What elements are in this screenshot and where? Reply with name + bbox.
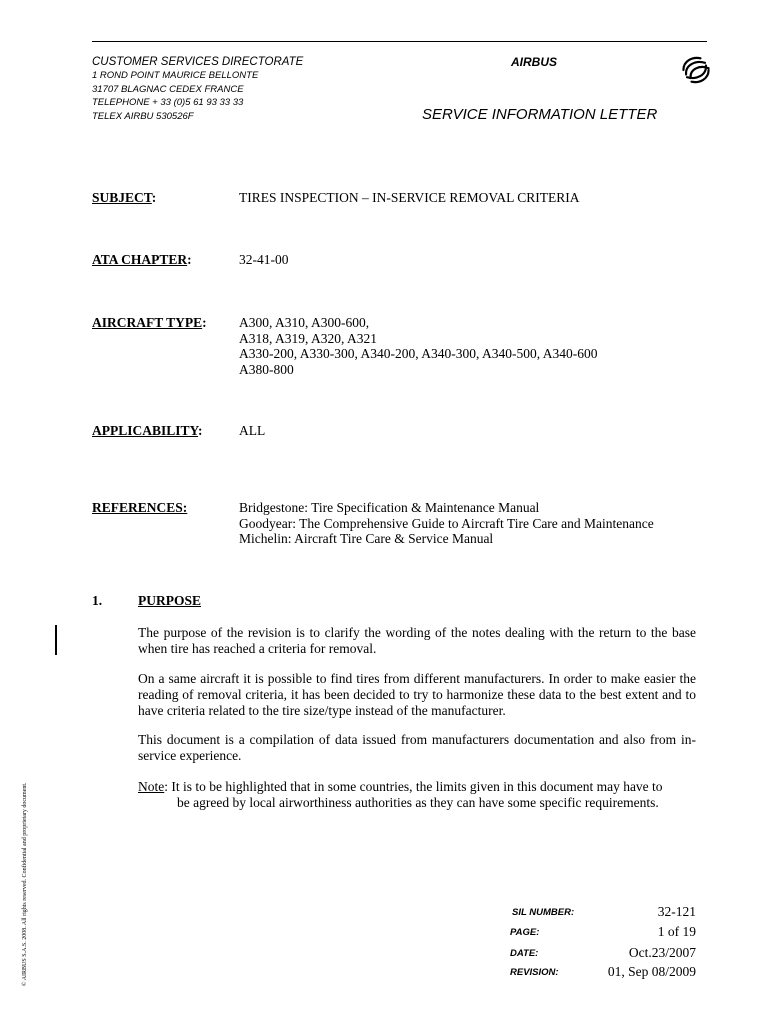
brand-name: AIRBUS: [511, 55, 558, 69]
sil-number-label: SIL NUMBER:: [512, 907, 575, 918]
date-label: DATE:: [510, 948, 539, 959]
telex-line: TELEX AIRBU 530526F: [92, 111, 194, 122]
telephone-line: TELEPHONE + 33 (0)5 61 93 33 33: [92, 97, 244, 108]
aircraft-line: A318, A319, A320, A321: [239, 330, 378, 346]
airbus-swirl-icon: [678, 52, 714, 88]
reference-line: Goodyear: The Comprehensive Guide to Aircraft Tire Care and Maintenance: [239, 515, 654, 531]
reference-line: Michelin: Aircraft Tire Care & Service Manual: [239, 531, 494, 546]
purpose-paragraph-2: On a same aircraft it is possible to find tires from different manufacturers. In order to make easier the reading of removal criteria, it has been decided to try to harmonize these data to the best extent and to have criteria related to the tire size/type instead of the manufacturer.: [138, 671, 696, 718]
section-title: PURPOSE: [138, 593, 202, 608]
page-value: 1 of 19: [657, 924, 696, 939]
purpose-paragraph-1: The purpose of the revision is to clarify the wording of the notes dealing with the return to the base when tire has reached a criteria for removal.: [138, 625, 696, 656]
aircraft-type-list: [239, 315, 598, 377]
date-value: Oct.23/2007: [628, 945, 696, 960]
aircraft-line: A300, A310, A300-600,: [239, 315, 370, 330]
page-label: PAGE:: [510, 927, 540, 938]
copyright-side-note: © AIRBUS S.A.S. 2008. All rights reserved. Confidential and proprietary document.: [22, 782, 28, 986]
directorate-name: CUSTOMER SERVICES DIRECTORATE: [92, 56, 304, 68]
aircraft-line: A380-800: [239, 361, 294, 377]
revision-bar: [55, 625, 57, 655]
applicability-value: ALL: [239, 423, 266, 438]
address-line-2: 31707 BLAGNAC CEDEX FRANCE: [92, 84, 244, 95]
aircraft-line: A330-200, A330-300, A340-200, A340-300, A340-500, A340-600: [239, 346, 598, 361]
subject-label: SUBJECT:: [92, 190, 157, 205]
address-line-1: 1 ROND POINT MAURICE BELLONTE: [92, 70, 259, 81]
note-text: : It is to be highlighted that in some countries, the limits given in this document may have to: [164, 779, 663, 794]
section-number: 1.: [92, 593, 103, 608]
applicability-label: APPLICABILITY:: [92, 423, 203, 438]
reference-line: Bridgestone: Tire Specification & Maintenance Manual: [239, 500, 540, 515]
purpose-note: [138, 779, 696, 811]
references-list: [239, 500, 654, 547]
references-label: REFERENCES:: [92, 500, 188, 515]
document-type-title: SERVICE INFORMATION LETTER: [422, 106, 658, 123]
ata-chapter-value: 32-41-00: [239, 252, 289, 267]
note-continuation: be agreed by local airworthiness authorities as they can have some specific requirements.: [177, 794, 659, 810]
subject-value: TIRES INSPECTION – IN-SERVICE REMOVAL CRITERIA: [239, 190, 580, 205]
revision-value: 01, Sep 08/2009: [607, 964, 696, 979]
purpose-paragraph-3: This document is a compilation of data issued from manufacturers documentation and also from in-service experience.: [138, 732, 696, 763]
aircraft-type-label: AIRCRAFT TYPE:: [92, 315, 207, 330]
revision-label: REVISION:: [510, 967, 559, 978]
ata-chapter-label: ATA CHAPTER:: [92, 252, 192, 267]
header-rule: [92, 41, 707, 42]
sil-number-value: 32-121: [657, 904, 696, 919]
note-label: Note: [138, 779, 165, 794]
